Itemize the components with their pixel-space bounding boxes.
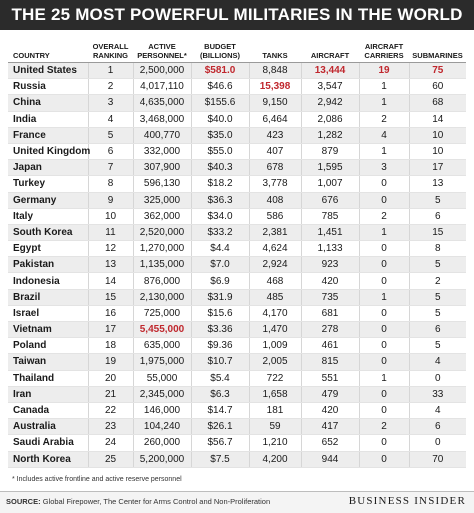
cell-tanks: 2,924: [249, 257, 301, 273]
table-row: [8, 419, 466, 435]
cell-aircraft-carriers: 1: [359, 224, 409, 240]
cell-budget: $35.0: [191, 127, 249, 143]
cell-country: Poland: [8, 338, 88, 354]
cell-aircraft-carriers: 2: [359, 208, 409, 224]
cell-submarines: 68: [409, 95, 466, 111]
cell-budget: $34.0: [191, 208, 249, 224]
cell-active-personnel: 362,000: [133, 208, 191, 224]
table-row: [8, 273, 466, 289]
cell-overall-ranking: 10: [88, 208, 133, 224]
cell-budget: $5.4: [191, 370, 249, 386]
cell-budget: $155.6: [191, 95, 249, 111]
cell-overall-ranking: 25: [88, 451, 133, 467]
cell-aircraft-carriers: 3: [359, 160, 409, 176]
cell-country: Thailand: [8, 370, 88, 386]
brand-logo: BUSINESS INSIDER: [348, 495, 466, 507]
cell-budget: $18.2: [191, 176, 249, 192]
table-row: [8, 370, 466, 386]
footnote: * Includes active frontline and active reserve personnel: [12, 476, 182, 483]
cell-overall-ranking: 22: [88, 402, 133, 418]
cell-submarines: 2: [409, 273, 466, 289]
cell-overall-ranking: 2: [88, 79, 133, 95]
cell-active-personnel: 2,345,000: [133, 386, 191, 402]
cell-aircraft-carriers: 0: [359, 338, 409, 354]
cell-budget: $6.9: [191, 273, 249, 289]
cell-tanks: 4,200: [249, 451, 301, 467]
cell-tanks: 1,009: [249, 338, 301, 354]
cell-active-personnel: 400,770: [133, 127, 191, 143]
cell-overall-ranking: 11: [88, 224, 133, 240]
cell-country: Pakistan: [8, 257, 88, 273]
cell-active-personnel: 5,200,000: [133, 451, 191, 467]
cell-country: Australia: [8, 419, 88, 435]
cell-country: United States: [8, 63, 88, 79]
cell-aircraft: 652: [301, 435, 359, 451]
cell-overall-ranking: 8: [88, 176, 133, 192]
cell-tanks: 4,624: [249, 241, 301, 257]
cell-submarines: 60: [409, 79, 466, 95]
header-budget: BUDGET (BILLIONS): [191, 34, 249, 63]
cell-overall-ranking: 16: [88, 305, 133, 321]
table-row: [8, 143, 466, 159]
cell-aircraft: 2,086: [301, 111, 359, 127]
cell-aircraft-carriers: 0: [359, 241, 409, 257]
cell-active-personnel: 55,000: [133, 370, 191, 386]
table-row: [8, 257, 466, 273]
table-row: [8, 63, 466, 79]
table-row: [8, 160, 466, 176]
cell-submarines: 4: [409, 402, 466, 418]
cell-aircraft-carriers: 1: [359, 370, 409, 386]
table-row: [8, 354, 466, 370]
cell-aircraft-carriers: 2: [359, 111, 409, 127]
cell-budget: $15.6: [191, 305, 249, 321]
cell-aircraft: 278: [301, 322, 359, 338]
cell-aircraft: 676: [301, 192, 359, 208]
cell-aircraft-carriers: 4: [359, 127, 409, 143]
cell-overall-ranking: 24: [88, 435, 133, 451]
table-row: [8, 79, 466, 95]
cell-overall-ranking: 12: [88, 241, 133, 257]
header-aircraft-carriers: AIRCRAFT CARRIERS: [359, 34, 409, 63]
cell-overall-ranking: 18: [88, 338, 133, 354]
cell-tanks: 4,170: [249, 305, 301, 321]
cell-active-personnel: 104,240: [133, 419, 191, 435]
header-submarines: SUBMARINES: [409, 34, 466, 63]
cell-active-personnel: 4,635,000: [133, 95, 191, 111]
table-row: [8, 289, 466, 305]
cell-aircraft-carriers: 1: [359, 95, 409, 111]
cell-tanks: 1,210: [249, 435, 301, 451]
cell-active-personnel: 5,455,000: [133, 322, 191, 338]
cell-aircraft: 479: [301, 386, 359, 402]
cell-active-personnel: 725,000: [133, 305, 191, 321]
cell-budget: $4.4: [191, 241, 249, 257]
cell-aircraft: 815: [301, 354, 359, 370]
header-aircraft: AIRCRAFT: [301, 34, 359, 63]
table-row: [8, 322, 466, 338]
cell-active-personnel: 307,900: [133, 160, 191, 176]
cell-submarines: 6: [409, 208, 466, 224]
cell-overall-ranking: 21: [88, 386, 133, 402]
cell-active-personnel: 332,000: [133, 143, 191, 159]
cell-active-personnel: 4,017,110: [133, 79, 191, 95]
cell-tanks: 485: [249, 289, 301, 305]
cell-submarines: 10: [409, 143, 466, 159]
cell-tanks: 1,658: [249, 386, 301, 402]
cell-budget: $40.3: [191, 160, 249, 176]
cell-submarines: 17: [409, 160, 466, 176]
cell-country: France: [8, 127, 88, 143]
cell-overall-ranking: 17: [88, 322, 133, 338]
cell-submarines: 13: [409, 176, 466, 192]
cell-submarines: 6: [409, 322, 466, 338]
source-label: SOURCE:: [6, 497, 41, 506]
cell-active-personnel: 146,000: [133, 402, 191, 418]
cell-budget: $31.9: [191, 289, 249, 305]
cell-overall-ranking: 19: [88, 354, 133, 370]
cell-budget: $46.6: [191, 79, 249, 95]
cell-submarines: 5: [409, 305, 466, 321]
cell-overall-ranking: 3: [88, 95, 133, 111]
cell-country: Taiwan: [8, 354, 88, 370]
cell-country: Indonesia: [8, 273, 88, 289]
cell-budget: $36.3: [191, 192, 249, 208]
table-row: [8, 208, 466, 224]
cell-overall-ranking: 14: [88, 273, 133, 289]
cell-country: Saudi Arabia: [8, 435, 88, 451]
cell-country: United Kingdom: [8, 143, 88, 159]
cell-tanks: 586: [249, 208, 301, 224]
table-row: [8, 435, 466, 451]
cell-submarines: 14: [409, 111, 466, 127]
cell-aircraft: 1,595: [301, 160, 359, 176]
cell-submarines: 75: [409, 63, 466, 79]
cell-budget: $33.2: [191, 224, 249, 240]
cell-aircraft-carriers: 2: [359, 419, 409, 435]
military-table-container: [8, 34, 466, 468]
cell-active-personnel: 876,000: [133, 273, 191, 289]
cell-aircraft: 551: [301, 370, 359, 386]
cell-aircraft-carriers: 0: [359, 322, 409, 338]
cell-overall-ranking: 23: [88, 419, 133, 435]
cell-aircraft-carriers: 0: [359, 192, 409, 208]
cell-tanks: 9,150: [249, 95, 301, 111]
cell-budget: $9.36: [191, 338, 249, 354]
cell-budget: $40.0: [191, 111, 249, 127]
header-tanks: TANKS: [249, 34, 301, 63]
page-title: THE 25 MOST POWERFUL MILITARIES IN THE WORLD: [0, 0, 474, 30]
table-row: [8, 402, 466, 418]
footer: [0, 491, 474, 513]
cell-aircraft: 735: [301, 289, 359, 305]
header-country: COUNTRY: [8, 34, 88, 63]
cell-country: Israel: [8, 305, 88, 321]
cell-overall-ranking: 13: [88, 257, 133, 273]
cell-country: Turkey: [8, 176, 88, 192]
cell-tanks: 181: [249, 402, 301, 418]
cell-aircraft-carriers: 0: [359, 257, 409, 273]
cell-active-personnel: 2,130,000: [133, 289, 191, 305]
table-body: [8, 63, 466, 468]
table-row: [8, 451, 466, 467]
cell-aircraft: 420: [301, 273, 359, 289]
cell-aircraft: 1,133: [301, 241, 359, 257]
table-row: [8, 111, 466, 127]
cell-tanks: 407: [249, 143, 301, 159]
cell-overall-ranking: 15: [88, 289, 133, 305]
cell-aircraft: 944: [301, 451, 359, 467]
source-text: Global Firepower, The Center for Arms Control and Non-Proliferation: [42, 497, 271, 506]
cell-budget: $14.7: [191, 402, 249, 418]
cell-overall-ranking: 7: [88, 160, 133, 176]
cell-budget: $3.36: [191, 322, 249, 338]
cell-tanks: 15,398: [249, 79, 301, 95]
cell-tanks: 3,778: [249, 176, 301, 192]
cell-aircraft-carriers: 0: [359, 451, 409, 467]
cell-overall-ranking: 1: [88, 63, 133, 79]
cell-active-personnel: 325,000: [133, 192, 191, 208]
cell-aircraft-carriers: 0: [359, 386, 409, 402]
cell-active-personnel: 2,500,000: [133, 63, 191, 79]
cell-active-personnel: 1,270,000: [133, 241, 191, 257]
cell-tanks: 2,381: [249, 224, 301, 240]
cell-submarines: 0: [409, 435, 466, 451]
table-row: [8, 192, 466, 208]
cell-country: Germany: [8, 192, 88, 208]
table-row: [8, 338, 466, 354]
cell-country: Russia: [8, 79, 88, 95]
cell-country: North Korea: [8, 451, 88, 467]
cell-aircraft: 417: [301, 419, 359, 435]
cell-budget: $26.1: [191, 419, 249, 435]
table-row: [8, 127, 466, 143]
table-row: [8, 241, 466, 257]
cell-overall-ranking: 20: [88, 370, 133, 386]
cell-country: India: [8, 111, 88, 127]
cell-aircraft: 923: [301, 257, 359, 273]
cell-tanks: 8,848: [249, 63, 301, 79]
cell-country: Canada: [8, 402, 88, 418]
cell-submarines: 70: [409, 451, 466, 467]
cell-tanks: 722: [249, 370, 301, 386]
cell-budget: $581.0: [191, 63, 249, 79]
cell-aircraft-carriers: 1: [359, 143, 409, 159]
cell-aircraft-carriers: 0: [359, 402, 409, 418]
cell-aircraft-carriers: 0: [359, 354, 409, 370]
cell-budget: $55.0: [191, 143, 249, 159]
cell-budget: $7.5: [191, 451, 249, 467]
cell-submarines: 5: [409, 289, 466, 305]
cell-active-personnel: 1,975,000: [133, 354, 191, 370]
cell-aircraft: 681: [301, 305, 359, 321]
cell-aircraft: 13,444: [301, 63, 359, 79]
cell-active-personnel: 596,130: [133, 176, 191, 192]
cell-country: South Korea: [8, 224, 88, 240]
cell-country: Vietnam: [8, 322, 88, 338]
table-row: [8, 386, 466, 402]
table-row: [8, 305, 466, 321]
cell-aircraft: 879: [301, 143, 359, 159]
header-overall-ranking: OVERALL RANKING: [88, 34, 133, 63]
cell-aircraft-carriers: 0: [359, 176, 409, 192]
table-row: [8, 95, 466, 111]
cell-aircraft-carriers: 19: [359, 63, 409, 79]
cell-aircraft: 3,547: [301, 79, 359, 95]
cell-aircraft-carriers: 0: [359, 273, 409, 289]
cell-tanks: 423: [249, 127, 301, 143]
table-row: [8, 224, 466, 240]
cell-active-personnel: 1,135,000: [133, 257, 191, 273]
cell-submarines: 33: [409, 386, 466, 402]
table-row: [8, 176, 466, 192]
cell-country: Egypt: [8, 241, 88, 257]
cell-submarines: 5: [409, 257, 466, 273]
cell-budget: $56.7: [191, 435, 249, 451]
cell-budget: $6.3: [191, 386, 249, 402]
cell-budget: $10.7: [191, 354, 249, 370]
cell-country: Brazil: [8, 289, 88, 305]
cell-tanks: 1,470: [249, 322, 301, 338]
cell-aircraft: 2,942: [301, 95, 359, 111]
cell-country: Italy: [8, 208, 88, 224]
cell-active-personnel: 2,520,000: [133, 224, 191, 240]
cell-overall-ranking: 6: [88, 143, 133, 159]
cell-aircraft-carriers: 1: [359, 289, 409, 305]
table-header-row: [8, 34, 466, 63]
cell-overall-ranking: 5: [88, 127, 133, 143]
cell-submarines: 5: [409, 192, 466, 208]
cell-submarines: 15: [409, 224, 466, 240]
cell-aircraft-carriers: 0: [359, 435, 409, 451]
cell-aircraft: 420: [301, 402, 359, 418]
cell-tanks: 6,464: [249, 111, 301, 127]
cell-aircraft-carriers: 0: [359, 305, 409, 321]
cell-submarines: 5: [409, 338, 466, 354]
cell-tanks: 2,005: [249, 354, 301, 370]
cell-active-personnel: 3,468,000: [133, 111, 191, 127]
cell-aircraft: 785: [301, 208, 359, 224]
cell-overall-ranking: 9: [88, 192, 133, 208]
cell-submarines: 10: [409, 127, 466, 143]
cell-budget: $7.0: [191, 257, 249, 273]
cell-submarines: 0: [409, 370, 466, 386]
cell-tanks: 468: [249, 273, 301, 289]
cell-country: Iran: [8, 386, 88, 402]
cell-aircraft: 1,007: [301, 176, 359, 192]
cell-submarines: 4: [409, 354, 466, 370]
cell-tanks: 678: [249, 160, 301, 176]
cell-aircraft: 1,451: [301, 224, 359, 240]
cell-overall-ranking: 4: [88, 111, 133, 127]
cell-tanks: 408: [249, 192, 301, 208]
cell-submarines: 8: [409, 241, 466, 257]
source-line: [6, 497, 270, 506]
cell-country: Japan: [8, 160, 88, 176]
header-active-personnel: ACTIVE PERSONNEL*: [133, 34, 191, 63]
cell-aircraft-carriers: 1: [359, 79, 409, 95]
cell-active-personnel: 260,000: [133, 435, 191, 451]
cell-submarines: 6: [409, 419, 466, 435]
cell-country: China: [8, 95, 88, 111]
cell-aircraft: 461: [301, 338, 359, 354]
military-table: [8, 34, 466, 468]
cell-active-personnel: 635,000: [133, 338, 191, 354]
cell-aircraft: 1,282: [301, 127, 359, 143]
cell-tanks: 59: [249, 419, 301, 435]
